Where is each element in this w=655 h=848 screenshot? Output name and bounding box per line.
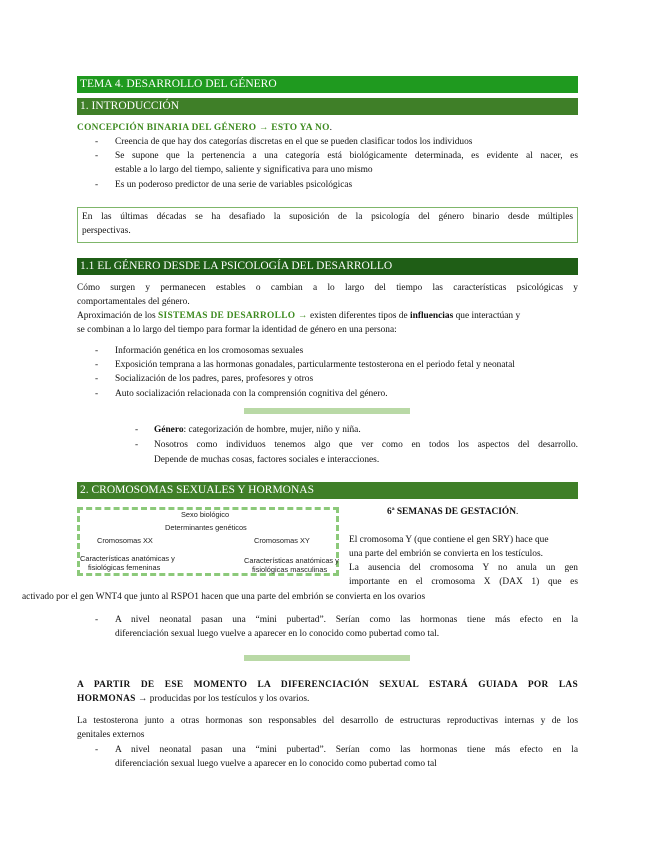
list-item: A nivel neonatal pasan una “mini pubertad”. Serían como las hormonas tiene más efecto en la bbox=[115, 745, 578, 755]
weeks-heading bbox=[387, 506, 518, 520]
bullet-dash: - bbox=[135, 425, 139, 435]
bullet-dash: - bbox=[95, 374, 99, 384]
diagram-caracteristicas-femeninas bbox=[80, 554, 175, 572]
weeks-heading-text: 6ª SEMANAS DE GESTACIÓN bbox=[387, 507, 516, 517]
bullet-dash: - bbox=[95, 151, 99, 161]
sub-list-item: Nosotros como individuos tenemos algo que ver como en todos los aspectos del desarrollo. bbox=[154, 440, 578, 450]
bullet-dash: - bbox=[95, 137, 99, 147]
list-item: Socialización de los padres, pares, profesores y otros bbox=[115, 374, 314, 384]
paragraph-line: una parte del embrión se convierta en los testículos. bbox=[349, 549, 543, 559]
list-item: Auto socialización relacionada con la comprensión cognitiva del género. bbox=[115, 389, 388, 399]
text-span: que interactúan y bbox=[453, 311, 521, 321]
paragraph-line: El cromosoma Y (que contiene el gen SRY) hace que bbox=[349, 535, 549, 545]
diagram-label-line: Características anatómicas y bbox=[80, 554, 175, 563]
paragraph-line-sistemas bbox=[77, 310, 578, 324]
paragraph-line: genitales externos bbox=[77, 730, 145, 740]
section-heading-desarrollo: 1.1 EL GÉNERO DESDE LA PSICOLOGÍA DEL DESARROLLO bbox=[77, 258, 578, 275]
bullet-dash: - bbox=[135, 440, 139, 450]
diagram-cromosomas-xx: Cromosomas XX bbox=[97, 536, 153, 545]
document-title: TEMA 4. DESARROLLO DEL GÉNERO bbox=[77, 76, 578, 93]
paragraph-line: comportamentales del género. bbox=[77, 297, 190, 307]
text-span: existen diferentes tipos de bbox=[307, 311, 410, 321]
sistemas-desarrollo-term: SISTEMAS DE DESARROLLO → bbox=[157, 311, 308, 321]
paragraph-line: importante en el cromosoma X (DAX 1) que es bbox=[349, 577, 578, 587]
highlight-box-line: perspectivas. bbox=[82, 225, 131, 236]
weeks-heading-period: . bbox=[515, 507, 519, 517]
bullet-dash: - bbox=[95, 615, 99, 625]
hormonas-rest: → producidas por los testículos y los ovarios. bbox=[135, 694, 310, 704]
separator-bar bbox=[244, 408, 410, 414]
text-span: Aproximación de los bbox=[77, 311, 158, 321]
section-heading-cromosomas: 2. CROMOSOMAS SEXUALES Y HORMONAS bbox=[77, 482, 578, 499]
caps-statement: A PARTIR DE ESE MOMENTO LA DIFERENCIACIÓN SEXUAL ESTARÁ GUIADA POR LAS bbox=[77, 680, 578, 690]
separator-bar bbox=[244, 655, 410, 661]
caps-statement-continued bbox=[77, 693, 309, 707]
concept-heading-text: CONCEPCIÓN BINARIA DEL GÉNERO → ESTO YA NO bbox=[77, 123, 330, 133]
list-item: Es un poderoso predictor de una serie de variables psicológicas bbox=[115, 180, 353, 190]
bullet-dash: - bbox=[95, 360, 99, 370]
paragraph-line: se combinan a lo largo del tiempo para formar la identidad de género en una persona: bbox=[77, 325, 397, 335]
sub-list-item-genero bbox=[154, 424, 361, 438]
diagram-sexo-biologico: Sexo biológico bbox=[181, 510, 230, 519]
influencias-term: influencias bbox=[410, 311, 454, 321]
hormonas-term: HORMONAS bbox=[77, 694, 136, 704]
bullet-dash: - bbox=[95, 389, 99, 399]
list-item-continued: estable a lo largo del tiempo, saliente y significativa para uno mismo bbox=[115, 165, 373, 175]
bullet-dash: - bbox=[95, 180, 99, 190]
sub-list-item-continued: Depende de muchas cosas, factores sociales e interacciones. bbox=[154, 455, 380, 465]
paragraph-line: activado por el gen WNT4 que junto al RSPO1 hacen que una parte del embrión se convierta en los ovarios bbox=[22, 592, 426, 602]
diagram-label-line: fisiológicas femeninas bbox=[88, 563, 161, 572]
diagram-label-line: fisiológicas masculinas bbox=[252, 565, 328, 574]
concept-heading-period: . bbox=[329, 123, 333, 133]
diagram-caracteristicas-masculinas bbox=[244, 556, 339, 574]
section-heading-introduccion: 1. INTRODUCCIÓN bbox=[77, 98, 578, 115]
genero-definition: : categorización de hombre, mujer, niño y niña. bbox=[183, 425, 361, 435]
diagram-cromosomas-xy: Cromosomas XY bbox=[254, 536, 310, 545]
list-item-continued: diferenciación sexual luego vuelve a aparecer en lo conocido como pubertad como tal. bbox=[115, 629, 440, 639]
list-item: Creencia de que hay dos categorías discretas en el que se pueden clasificar todos los individuos bbox=[115, 137, 473, 147]
highlight-box-line: En las últimas décadas se ha desafiado la suposición de la psicología del género binario desde múltiples bbox=[82, 212, 573, 222]
list-item: Información genética en los cromosomas sexuales bbox=[115, 346, 304, 356]
diagram-label-line: Características anatómicas y bbox=[244, 556, 339, 565]
paragraph-line: La testosterona junto a otras hormonas son responsables del desarrollo de estructuras reproductivas internas y de los bbox=[77, 716, 578, 726]
highlight-box bbox=[77, 207, 578, 243]
concept-heading bbox=[77, 122, 332, 136]
list-item-continued: diferenciación sexual luego vuelve a aparecer en lo conocido como pubertad como tal bbox=[115, 759, 437, 769]
bullet-dash: - bbox=[95, 745, 99, 755]
list-item: Exposición temprana a las hormonas gonadales, particularmente testosterona en el periodo fetal y neonatal bbox=[115, 360, 515, 370]
list-item: A nivel neonatal pasan una “mini pubertad”. Serían como las hormonas tiene más efecto en la bbox=[115, 615, 578, 625]
diagram-determinantes-geneticos: Determinantes genéticos bbox=[165, 523, 247, 532]
paragraph-line: La ausencia del cromosoma Y no anula un gen bbox=[349, 563, 578, 573]
list-item: Se supone que la pertenencia a una categoría está biológicamente determinada, es evidente al nacer, es bbox=[115, 151, 578, 161]
genero-term: Género bbox=[154, 425, 184, 435]
paragraph-line: Cómo surgen y permanecen estables o cambian a lo largo del tiempo las características psicológicas y bbox=[77, 283, 578, 293]
bullet-dash: - bbox=[95, 346, 99, 356]
